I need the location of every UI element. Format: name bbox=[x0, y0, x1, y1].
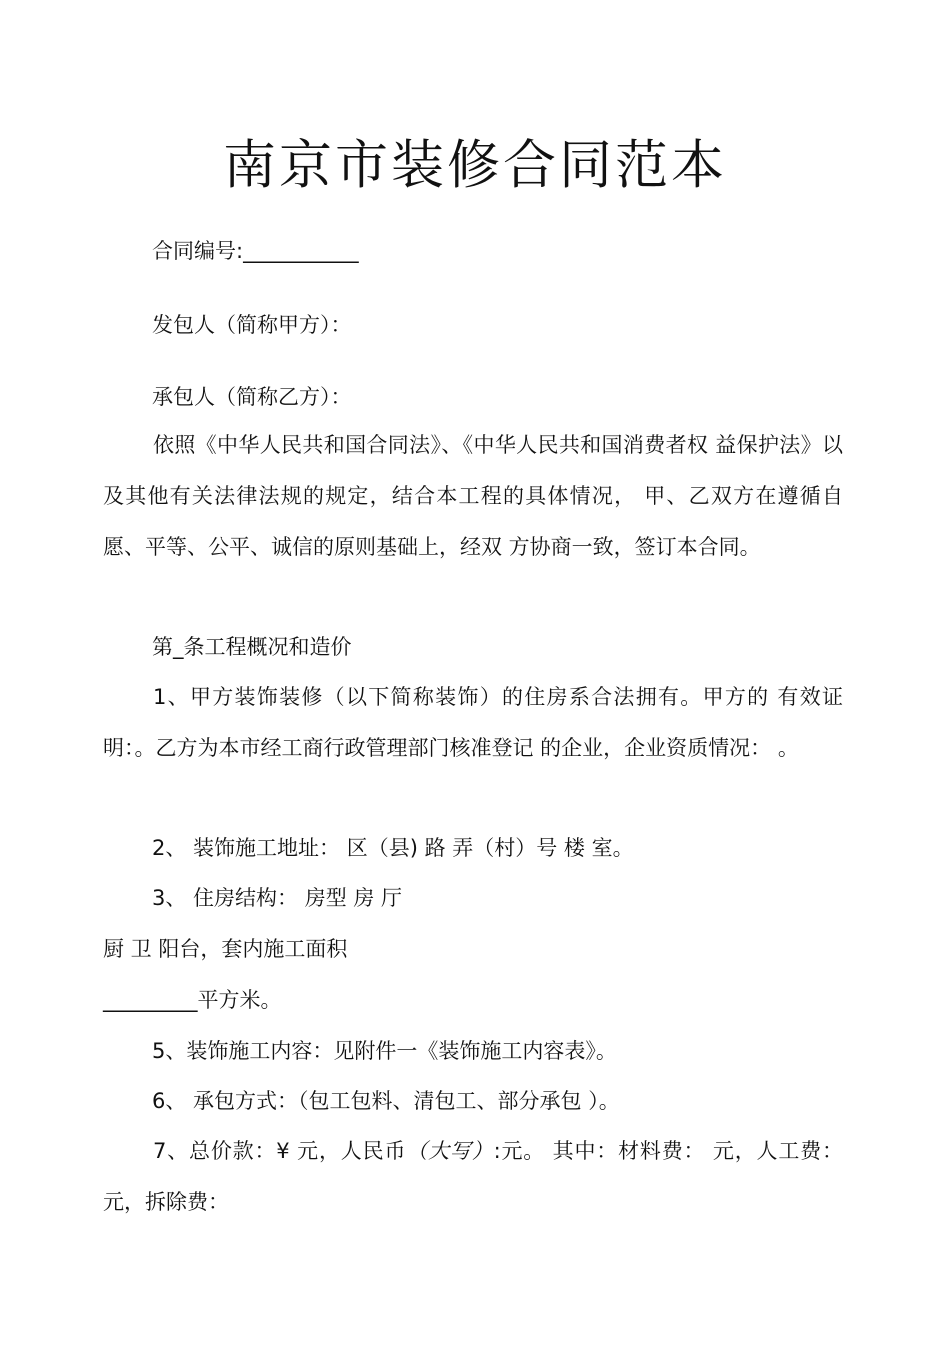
clause-7-price-text: 7、总价款：¥ 元，人民币 bbox=[153, 1139, 407, 1163]
party-a-label: 发包人（简称甲方）： bbox=[152, 313, 352, 337]
clause-3-rooms: 厨 卫 阳台，套内施工面积 bbox=[103, 937, 348, 961]
clause-5-content: 5、装饰施工内容：见附件一《装饰施工内容表》。 bbox=[152, 1039, 617, 1063]
clause-2-address: 2、 装饰施工地址： 区（县) 路 弄（村）号 楼 室。 bbox=[152, 836, 634, 860]
clause-1-paragraph: 1、甲方装饰装修（以下简称装饰）的住房系合法拥有。甲方的 有效证明：。乙方为本市经工商行政管理部门核准登记 的企业，企业资质情况： 。 bbox=[103, 685, 843, 760]
party-b-label: 承包人（简称乙方）： bbox=[152, 385, 352, 409]
preamble-paragraph: 依照《中华人民共和国合同法》、《中华人民共和国消费者权 益保护法》以及其他有关法律法规的规定，结合本工程的具体情况， 甲、乙双方在遵循自愿、平等、公平、诚信的原则基础上，经双 方协商一致，签订本合同。 bbox=[103, 433, 843, 559]
clause-3-area: _________平方米。 bbox=[103, 988, 282, 1012]
clause-7-price bbox=[103, 1126, 843, 1228]
document-title: 南京市装修合同范本 bbox=[223, 135, 727, 196]
contract-number-label: 合同编号:___________ bbox=[152, 239, 359, 263]
clause-7-capital-note: （大写） bbox=[406, 1139, 494, 1163]
clause-6-contract-type: 6、 承包方式：（包工包料、清包工、部分承包 ）。 bbox=[152, 1089, 620, 1113]
article-heading: 第_条工程概况和造价 bbox=[152, 635, 352, 659]
clause-3-structure: 3、 住房结构： 房型 房 厅 bbox=[152, 886, 403, 910]
clause-7-cost-breakdown: :元。 其中：材料费： 元，人工费： 元，拆除费： bbox=[103, 1139, 843, 1214]
